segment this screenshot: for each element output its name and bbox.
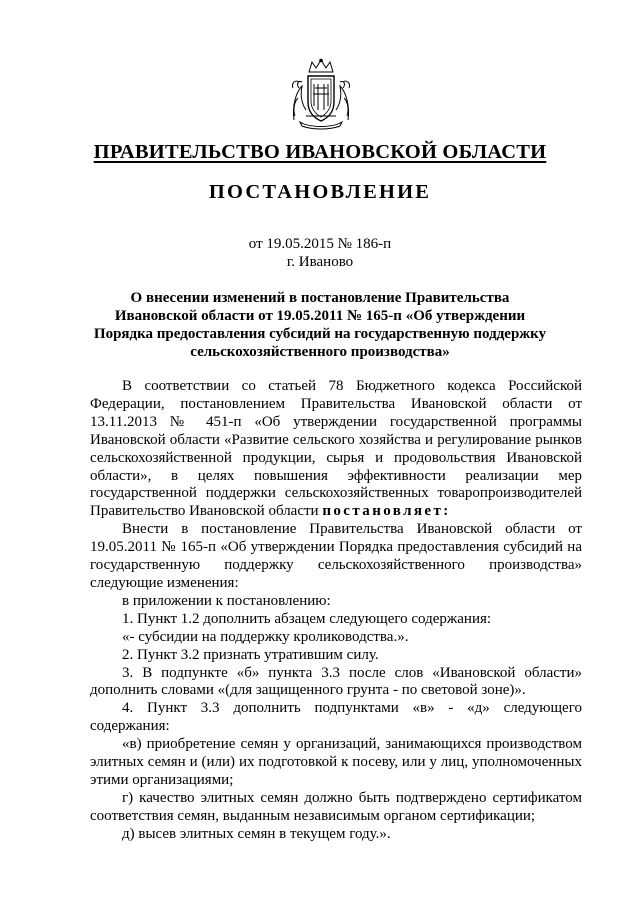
paragraph-preamble	[90, 378, 582, 521]
paragraph-subitem-v: «в) приобретение семян у организаций, занимающихся производством элитных семян и (или) их подготовкой к посеву, или у лиц, уполномоченных этими организациями;	[90, 736, 582, 788]
paragraph-item-4: 4. Пункт 3.3 дополнить подпунктами «в» - «д» следующего содержания:	[90, 700, 582, 735]
document-type: ПОСТАНОВЛЕНИЕ	[208, 181, 432, 203]
paragraph-item-1-text: «- субсидии на поддержку кролиководства.».	[122, 628, 409, 645]
decree-body	[90, 378, 582, 844]
paragraph-item-2: 2. Пункт 3.2 признать утратившим силу.	[122, 646, 379, 663]
decree-date-number: от 19.05.2015 № 186-п	[248, 236, 392, 252]
decree-title: О внесении изменений в постановление Правительства Ивановской области от 19.05.2011 № 165-п «Об утверждении Порядка предоставления субсидий на государственную поддержку сельскохозяйственного производства»	[93, 290, 547, 360]
paragraph-item-3: 3. В подпункте «б» пункта 3.3 после слов «Ивановской области» дополнить словами «(для защищенного грунта - по световой зоне)».	[90, 664, 582, 699]
resolves-emphasis: постановляет:	[322, 503, 451, 520]
decree-city: г. Иваново	[286, 254, 354, 270]
paragraph-subitem-d: д) высев элитных семян в текущем году.».	[122, 825, 391, 842]
preamble-text: В соответствии со статьей 78 Бюджетного кодекса Российской Федерации, постановлением Правительства Ивановской области от 13.11.2013 № 451-п «Об утверждении государственной программы Ивановской области «Развитие сельского хозяйства и регулирование рынков сельскохозяйственной продукции, сырья и продовольствия Ивановской области», в целях повышения эффективности реализации мер государственной поддержки сельскохозяйственных товаропроизводителей Правительство Ивановской области	[90, 378, 582, 520]
paragraph-item-1: 1. Пункт 1.2 дополнить абзацем следующего содержания:	[122, 610, 492, 627]
ivanovo-coat-of-arms-icon	[290, 58, 352, 130]
government-name: ПРАВИТЕЛЬСТВО ИВАНОВСКОЙ ОБЛАСТИ	[93, 141, 547, 163]
paragraph-amend: Внести в постановление Правительства Ивановской области от 19.05.2011 № 165-п «Об утверждении Порядка предоставления субсидий на государственную поддержку сельскохозяйственного производства» следующие изменения:	[90, 521, 582, 591]
paragraph-subitem-g: г) качество элитных семян должно быть подтверждено сертификатом соответствия семян, выданным независимым органом сертификации;	[90, 789, 582, 824]
paragraph-annex: в приложении к постановлению:	[122, 592, 331, 609]
